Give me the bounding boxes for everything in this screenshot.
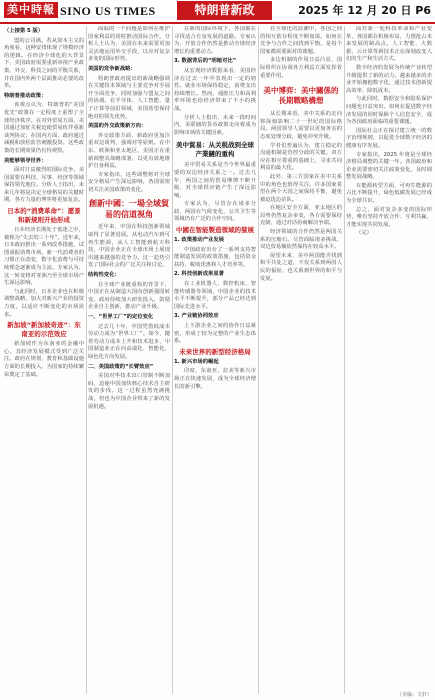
- paragraph: 从宏观经济数据来看，美国经济在过去一年中表现出一定的韧性。就业市场保持稳定，消费支出持续增长。然而，通胀压力和高利率环境也给经济带来了不小的挑战。: [174, 67, 256, 112]
- column-divider: [258, 26, 259, 694]
- subheading: 美能够领导世界：: [4, 157, 47, 164]
- column-1: [4, 26, 84, 696]
- paragraph: 面临的一个问题是如何在维护国家利益的同时推动国际合作。分析人士认为，美国在未来需要更加灵活地运用外交手段，以应对复杂多变的国际形势。: [88, 26, 170, 63]
- paragraph: 日本经济长期处于低迷之中，被称为“失去的三十年”。近年来，日本政府推出一系列改革措施，试图重振消费市场。新一代消费者的习惯正在改变，数字化消费与可持续理念逐渐成为主流。专家认为，这一转变将对亚洲乃至全球市场产生深远影响。: [4, 227, 84, 287]
- paragraph: 在新的国际环境下，各国都在寻找适合自身发展的道路。专家认为，开放合作仍然是推动全球经济增长的重要动力。: [174, 26, 256, 55]
- section-title: 特朗普新政: [177, 1, 272, 20]
- subheading: 3. 数据背后的“明暗对比”: [174, 58, 237, 65]
- paragraph: 分析人士指出，未来一段时间内，美联储的货币政策走向将成为影响市场的关键因素。: [174, 114, 256, 136]
- paragraph: 面对日益激烈的国际竞争，美国需要在科技、军事、经济等领域保持领先地位。分析人士指出，未来几年将是决定全球格局的关键时期，各方力量的博弈将更加复杂。: [4, 167, 84, 204]
- paragraph: 过去几十年，中国凭借低成本劳动力成为“世界工厂”。如今，随着劳动力成本上升和技术进步，中国制造业正在向高端化、智能化、绿色化方向发展。: [88, 323, 170, 360]
- article-headline: 創新中國：一場全域貿易的信道視角: [89, 199, 169, 220]
- column-divider: [86, 26, 87, 694]
- paragraph: 近年来，中国在科技创新领域取得了显著进展。从电动汽车到可再生能源，从人工智能到航天科技，中国企业正在全球市场上展现出越来越强的竞争力。这一趋势引发了国际社会的广泛关注和讨论。: [88, 224, 170, 269]
- subheading: 美国的竞争新战略：: [88, 65, 136, 72]
- article-headline: 美中貿易：从关税战到全球产業鏈的重构: [176, 141, 254, 159]
- column-5: [346, 26, 432, 696]
- paragraph: 中国政府出台了一系列支持智能制造发展的政策措施，包括资金扶持、税收优惠和人才培养等。: [174, 246, 256, 268]
- continuation-note: （上接第 5 版）: [4, 28, 44, 34]
- column-2: [88, 26, 170, 696]
- column-divider: [344, 26, 345, 694]
- subheading: 美国的外交政策新方向：: [88, 123, 147, 130]
- article-headline: 美中博弈：美中關係的長期戰略構想: [263, 86, 339, 106]
- article-headline: 新加坡“新加坡奇迹”：东南亚的示范效应: [7, 321, 81, 339]
- article-headline: 中國在智能製造領域的發展: [176, 226, 254, 235]
- paragraph: 在能源转型方面，可再生能源的占比不断提升，绿色低碳发展已经成为全球共识。: [346, 182, 432, 205]
- editor-credit: （美编：文轩）: [396, 692, 432, 698]
- subheading: 2. 科技创新成果显著: [174, 271, 224, 278]
- masthead: [0, 0, 435, 24]
- paragraph: 在全球化的浪潮中，各国之间的相互依存程度不断加深。如何在竞争与合作之间找到平衡，是每个国家都需要面对的课题。: [260, 26, 342, 55]
- paragraph: 专家认为，尽管存在诸多分歧，两国在气候变化、公共卫生等领域仍有广泛的合作空间。: [174, 201, 256, 223]
- article-headline: 未来世界的新型经济格局: [179, 347, 251, 356]
- column-divider: [172, 26, 173, 694]
- subheading: 1. 政策推动产业发展: [174, 237, 224, 244]
- paragraph: 数字经济的发展为传统产业转型升级提供了新的动力。越来越多的企业开始拥抱数字化，通过技术创新提高效率、降低成本。: [346, 64, 432, 94]
- column-3: [174, 26, 256, 696]
- paragraph: 学者们普遍认为，建立稳定的沟通机制是管控分歧的关键。双方应在相互尊重的基础上，寻求共同利益的最大化。: [260, 142, 342, 172]
- paragraph: 盟的公司满。若从资本主义的角度看，这种安排体现了规模经济的逻辑。在经济全球化的大背景下，美国政府需要重新审视产业政策、外交、科技之间的平衡关系，并在国内外两个层面推动必要的改革。: [4, 37, 84, 90]
- paragraph: 专家指出，2025 年将是全球经济格局调整的关键一年。各国政府和企业需要密切关注政策变化，及时调整发展战略。: [346, 151, 432, 181]
- paragraph: 展望未来，美中两国能否找到和平共处之道，不仅关系到两国人民的福祉，也关系到世界的和平与发展。: [260, 252, 342, 282]
- article-headline: 日本的“消费革命”：愿景和新规则开始形成: [7, 207, 81, 225]
- brand-name: SINO US TIMES: [60, 4, 156, 18]
- paragraph: 与此同时，日本企业也在积极调整战略，加大对新兴产业的投资力度，以适应不断变化的市场需求。: [4, 288, 84, 318]
- subheading: 1. 新兴市场的崛起: [174, 358, 219, 365]
- paragraph: 总之，面对复杂多变的国际形势，唯有坚持开放合作、互利共赢，才能实现共同发展。: [346, 206, 432, 228]
- paragraph: 在地区安全方面，亚太地区的局势仍然复杂多变，各方需要保持克制，通过对话协商解决争端。: [260, 205, 342, 227]
- paragraph: 外交政策方面，新政府更加注重双边谈判，强调对等原则。在中东、欧洲和亚太地区，美国正在重新调整其战略部署，以更有效地维护自身利益。: [88, 132, 170, 170]
- article-end: （完）: [356, 230, 372, 237]
- paragraph: 该观点认为，特朗普的“美国优先”政策在一定程度上重塑了全球经济秩序。在对外贸易方面，美国通过加征关税迫使贸易伙伴重新谈判协议；在国内方面，政府通过减税和放松监管刺激投资。这些政策的长期效果仍有待观察。: [4, 102, 84, 154]
- subheading: 特朗普推动政策：: [4, 92, 47, 99]
- paragraph: 面对新一轮科技革命和产业变革，各国都在积极布局，力图抢占未来发展的制高点。人工智能、大数据、云计算等新技术正在深刻改变人们的生产和生活方式。: [346, 26, 432, 63]
- column-4: [260, 26, 342, 696]
- paragraph: 与此同时，数据安全和隐私保护问题也日益突出。如何在促进数字经济发展的同时保障个人信息安全，成为各国政府面临的重要课题。: [346, 96, 432, 126]
- paragraph: 在工业机器人、数控机床、智能传感器等领域，中国企业的技术水平不断提升，部分产品已经达到国际先进水平。: [174, 281, 256, 310]
- paragraph: 多边机制的作用日益凸显，国际组织在协调各方利益方面发挥着重要作用。: [260, 57, 342, 79]
- subheading: 二、美国政策的“长臂效应”: [88, 363, 154, 370]
- paragraph: 国际社会正在探讨建立统一的数字治理规则，以促进全球数字经济的健康有序发展。: [346, 127, 432, 149]
- paragraph: 美国对华技术出口管制不断加码，迫使中国加快核心技术自主研发的步伐。这一过程虽然充满挑战，但也为中国企业带来了新的发展机遇。: [88, 373, 170, 410]
- paragraph: 上下游企业之间的协作日益紧密，形成了较为完整的产业生态体系。: [174, 323, 256, 345]
- paragraph: 美中贸易关系是当今世界最重要的双边经济关系之一。过去几年，两国之间的贸易摩擦不断升级，对全球供应链产生了深远影响。: [174, 162, 256, 199]
- issue-date-page: 2025 年 12 月 20 日 P6: [298, 4, 431, 17]
- newspaper-logo: 美中時報: [4, 2, 58, 18]
- paragraph: 经济领域的合作仍然是两国关系的压舱石。尽管面临诸多挑战，双边贸易额依然保持在较高水平。: [260, 229, 342, 251]
- paragraph: 印度、东南亚、拉美等新兴市场正在快速发展，成为全球经济增长的新引擎。: [174, 368, 256, 390]
- subheading: 一、“世界工厂”的定位变化: [88, 314, 154, 320]
- paragraph: 此外，第三方国家在美中关系中的角色也值得关注。许多国家希望在两个大国之间保持平衡，避免被迫选边站队。: [260, 173, 342, 203]
- paragraph: 在全球产业链重构的背景下，中国正在从制造大国向创新强国转变。政府持续加大研发投入，鼓励企业自主创新，推动产业升级。: [88, 281, 170, 311]
- subheading: 3. 产业链协同效应: [174, 313, 219, 320]
- paragraph: 特朗普政府提出的新战略强调在关键技术领域与主要竞争对手展开全面竞争，同时加强与盟友之间的协调。在半导体、人工智能、量子计算等前沿领域，美国希望保持绝对的领先优势。: [88, 75, 170, 120]
- paragraph: 新加坡作为东南亚的金融中心，其经济发展模式受到广泛关注。政府在规划、教育和基础设施方面的长期投入，为国家的持续繁荣奠定了基础。: [4, 341, 84, 378]
- subheading: 结构性变化：: [88, 272, 120, 279]
- paragraph: 从长期来看，美中关系的走向将深刻影响二十一世纪的国际格局。两国领导人需要以更加务实的态度处理分歧，避免冲突升级。: [260, 111, 342, 140]
- paragraph: 专家指出，这些调整将对全球安全格局产生深远影响，各国需密切关注美国政策的变化。: [88, 171, 170, 193]
